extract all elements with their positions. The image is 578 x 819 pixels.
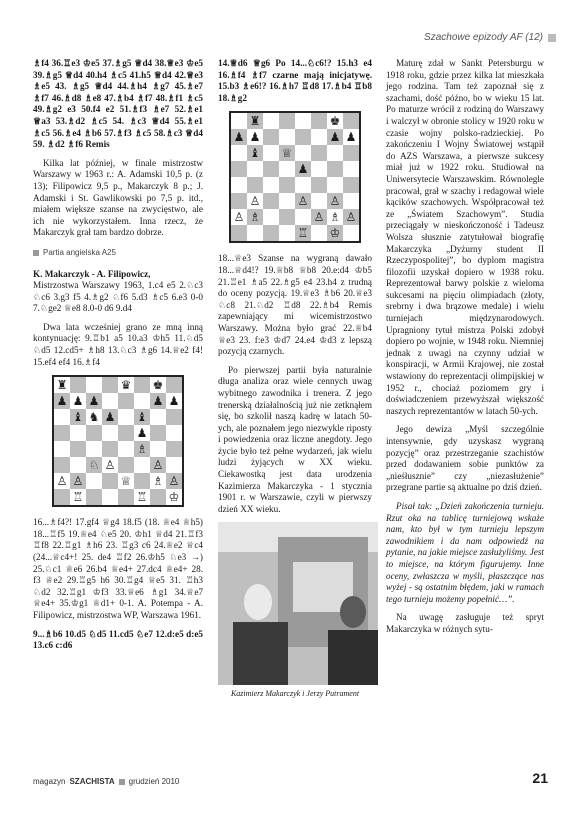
moves-intro: ♗f4 36.♖e3 ♔e5 37.♗g5 ♕d4 38.♕e3 ♔e5 39.♗g5 ♕d4 40.h4 ♗c5 41.h5 ♕d4 42.♕e3 ♗e5 43. ♗g5 ♕d4 44.♗h4 ♗g7 45.♗e7 ♗f7 46.♗d8 ♗e8 47.♗b4 ♗f7 48.♗f1 ♗c5 49.♗g2 e3 50.f4 e2 51.♗f3 ♗e7 52.♗e1 ♕a3 53.♗d2 ♗c5 54. ♗c3 ♕d4 55.♗e1 ♗c5 56.♗e4 ♗b6 57.♗f3 ♗c5 58.♗c3 ♕d4 59. ♗d2 ♗f6 Remis (33, 58, 203, 150)
paragraph: 18...♕e3 Szanse na wygraną dawało 18...♕d4!? 19.♕b8 ♕b8 20.e:d4 ♔b5 21.♖e1 ♗a5 22.♗g5 e4 23.h4 z trudną do oceny pozycją. 19.♕e3 ♗b6 20.♕e3 ♘c8 21.♘d2 ♖d8 22.♗b4 Remis zapewniający mi wicemistrzostwo Warszawy. Można było grać 22.♕b4 ♕e3 23. f:e3 ♔d7 24.e4 ♔d3 z lepszą pozycją czarnych. (218, 253, 372, 357)
opening-label: Partia angielska A25 (33, 247, 203, 259)
footer-name: SZACHISTA (69, 777, 115, 786)
page-footer (33, 777, 179, 786)
board-square: ♚ (327, 113, 343, 129)
board-square (263, 129, 279, 145)
board-square: ♘ (86, 457, 102, 473)
board-square (311, 161, 327, 177)
board-square: ♟ (86, 393, 102, 409)
board-square: ♝ (70, 409, 86, 425)
board-square (279, 177, 295, 193)
board-square (343, 193, 359, 209)
board-square: ♟ (54, 393, 70, 409)
board-square (54, 489, 70, 505)
board-square (231, 145, 247, 161)
board-square (118, 425, 134, 441)
board-square (231, 193, 247, 209)
chess-diagram-2 (229, 111, 361, 243)
column-left (33, 58, 203, 659)
board-square (86, 377, 102, 393)
board-square (247, 225, 263, 241)
board-square (102, 489, 118, 505)
board-square (263, 177, 279, 193)
board-square (134, 393, 150, 409)
board-square (311, 145, 327, 161)
moves-end: 9...♗b6 10.d5 ♘d5 11.cd5 ♘e7 12.d:e5 d:e5 13.c6 c:d6 (33, 628, 203, 651)
board-square: ♕ (118, 473, 134, 489)
board-square: ♟ (343, 129, 359, 145)
board-square: ♟ (150, 393, 166, 409)
square-bullet-icon (119, 779, 125, 785)
board-square: ♖ (70, 489, 86, 505)
board-square (279, 129, 295, 145)
board-square (134, 457, 150, 473)
paragraph: Dwa lata wcześniej grano ze mną inną kontynuację: 9.♖b1 a5 10.a3 ♔h5 11.♘d5 ♘d5 12.cd5+ ♗h8 13.♘c3 ♗g6 14.♕e2 f4! 15.ef4 ef4 16.♗f4 (33, 321, 203, 367)
board-square (327, 145, 343, 161)
board-square (54, 425, 70, 441)
photo-makarczyk-putrament (218, 522, 378, 685)
board-square (134, 377, 150, 393)
board-square (263, 193, 279, 209)
board-square (70, 377, 86, 393)
square-bullet-icon (548, 34, 556, 42)
paragraph: Jego dewiza „Myśl szczególnie intensywnie, gdy uzyskasz wygraną pozycję” oraz przestrzeganie szachistów przed dodawaniem sobie punktów za „nieśłusznie” czy „niezasłużenie” przegrane partie są aktualne po dziś dzień. (386, 424, 544, 493)
board-square (343, 145, 359, 161)
board-square: ♝ (247, 145, 263, 161)
board-square (118, 489, 134, 505)
board-square: ♙ (343, 209, 359, 225)
board-square (247, 161, 263, 177)
board-square (343, 113, 359, 129)
board-square (327, 161, 343, 177)
moves-top: 14.♕d6 ♕g6 Po 14...♘c6!? 15.h3 e4 16.♗f4 ♗f7 czarne mają inicjatywę. 15.b3 ♗e6!? 16.♗h7 ♖d8 17.♗b4 ♖b8 18.♗g2 (218, 58, 372, 103)
board-square (343, 225, 359, 241)
board-square: ♟ (247, 129, 263, 145)
board-square: ♛ (118, 377, 134, 393)
board-square (295, 129, 311, 145)
board-square: ♙ (295, 193, 311, 209)
board-square (231, 177, 247, 193)
footer-magazine: magazyn (33, 777, 66, 786)
board-square: ♝ (134, 409, 150, 425)
board-square (263, 145, 279, 161)
board-square (54, 409, 70, 425)
board-square: ♟ (134, 425, 150, 441)
board-square (86, 489, 102, 505)
board-square (263, 225, 279, 241)
board-square: ♗ (327, 209, 343, 225)
board-square (311, 129, 327, 145)
board-square (166, 425, 182, 441)
board-square (70, 425, 86, 441)
board-square (150, 489, 166, 505)
board-square: ♖ (134, 489, 150, 505)
paragraph: 16...♗f4?! 17.gf4 ♕g4 18.f5 (18. ♕e4 ♕h5) 18...♖f5 19.♕e4 ♘e5 20. ♔h1 ♕d4 21.♖f3 ♖f8 22.♖g1 ♗h6 23. ♖g3 c6 24.♕e2 ♕c4 (24...♕c4+! 25. de4 ♖f2 26.♔h5 ♘e3 →) 25.♘c1 ♕e6 26.b4 ♕e4+ 27.dc4 ♕e4+ 28. f3 ♕e2 29.♖g5 h6 30.♖g4 ♕e5 31. ♖h3 ♘d2 32.♖g1 ♔f3 33.♕e6 ♗g1 34.♕e7 ♕e4+ 35.♔g1 ♕d1+ 0-1. A. Potempa - A. Filipowicz, mistrzostwa WP, Warszawa 1961. (33, 517, 203, 620)
board-square (166, 409, 182, 425)
board-square (70, 457, 86, 473)
board-square: ♚ (150, 377, 166, 393)
board-square (118, 409, 134, 425)
board-square (102, 393, 118, 409)
board-square (247, 177, 263, 193)
board-square: ♟ (102, 409, 118, 425)
board-square (295, 145, 311, 161)
board-square: ♜ (54, 377, 70, 393)
board-square (295, 209, 311, 225)
board-square: ♙ (102, 457, 118, 473)
column-right (386, 58, 544, 643)
board-square (102, 473, 118, 489)
board-square: ♙ (247, 193, 263, 209)
board-square (150, 409, 166, 425)
board-square (118, 441, 134, 457)
game-header-moves: Mistrzostwa Warszawy 1963, 1.c4 e5 2.♘c3 ♘c6 3.g3 f5 4.♗g2 ♘f6 5.d3 ♗c5 6.e3 0-0 7.♘ge2 ♕e8 8.0-0 d6 9.d4 (33, 280, 203, 314)
board-square (279, 193, 295, 209)
board-square: ♜ (247, 113, 263, 129)
board-square: ♙ (150, 457, 166, 473)
square-bullet-icon (33, 250, 39, 256)
board-square (54, 457, 70, 473)
chess-diagram-1 (52, 375, 184, 507)
board-square (118, 457, 134, 473)
board-square (263, 113, 279, 129)
board-square (54, 441, 70, 457)
board-square: ♗ (134, 441, 150, 457)
board-square: ♟ (166, 393, 182, 409)
board-square (263, 209, 279, 225)
board-square (102, 441, 118, 457)
board-square: ♗ (247, 209, 263, 225)
paragraph: Na uwagę zasługuje też spryt Makarczyka w różnych sytu- (386, 612, 544, 634)
board-square (102, 425, 118, 441)
board-square (295, 113, 311, 129)
photo-image (218, 522, 378, 685)
board-square (231, 161, 247, 177)
board-square (279, 225, 295, 241)
board-square (311, 193, 327, 209)
board-square (263, 161, 279, 177)
header-title: Szachowe epizody AF (12) (424, 32, 543, 43)
board-square (166, 457, 182, 473)
board-square: ♙ (231, 209, 247, 225)
board-square: ♙ (166, 473, 182, 489)
board-square (231, 113, 247, 129)
board-square (327, 177, 343, 193)
board-square: ♟ (295, 161, 311, 177)
board-square: ♖ (295, 225, 311, 241)
game-header: K. Makarczyk - A. Filipowicz, (33, 268, 151, 279)
board-square: ♕ (279, 145, 295, 161)
board-square: ♙ (327, 193, 343, 209)
board-square (166, 377, 182, 393)
board-square: ♔ (166, 489, 182, 505)
column-middle (218, 58, 372, 706)
board-square (86, 473, 102, 489)
paragraph: Maturę zdał w Sankt Petersburgu w 1918 roku, gdzie przez kilka lat mieszkała jego rodzina. Tam też zapoznał się z szachami, dość późno, bo w wieku 15 lat. Po maturze wrócił z rodziną do Warszawy i walczył w obronie stolicy w 1920 roku w czasie wojny polsko-radzieckiej. Po zakończeniu I Wojny Światowej wstąpił do AZS Warszawa, a pierwsze sukcesy miał już w 1922 roku. Studiował na Uniwersytecie Warszawskim. Równolegle pracował, grał w szachy i redagował wiele kącików szachowych. Współpracował też ze „Światem Szachowym”. Studia przeciągały w nieskończoność i Tadeusz Wolsza słusznie zatytułował biografię Makarczyka „Dyżurny student II Rzeczypospolitej”, bo dyplom magistra filozofii uzyskał dopiero w 1938 roku. Reprezentował barwy polskie z wielomа sukcesami na pięciu olimpiadach (złoty, srebrny i dwa brązowe medale) i wielu turniejach międzynarodowych. Upragniony tytuł mistrza Polski zdobył dopiero po wojnie, w 1948 roku. Niemniej jednak z uwagi na czynny udział w konspiracji, w Armii Krajowej, nie został wstawiony do reprezentacji olimpijskiej w 1952 r., chociaż poziomem gry i doświadczeniem przewyższał większość naszych reprezentantów w latach 50-ych. (386, 58, 544, 416)
board-square (102, 377, 118, 393)
board-square (311, 177, 327, 193)
board-square (231, 225, 247, 241)
board-square (166, 441, 182, 457)
paragraph: Kilka lat później, w finale mistrzostw Warszawy w 1963 r.: A. Adamski 10,5 p. (z 13); Filipowicz 9,5 p., Makarczyk 8 p.; J. Adamski i St. Gawlikowski po 7,5 p. itd., miałem większe szanse na zwycięstwo, ale ich nie wykorzystałem. Inna rzecz, że Makarczyk grał tam bardzo dobrze. (33, 157, 203, 238)
page-header (424, 32, 556, 43)
board-square: ♙ (54, 473, 70, 489)
board-square (343, 161, 359, 177)
page-number: 21 (532, 770, 548, 786)
board-square (134, 473, 150, 489)
board-square: ♟ (231, 129, 247, 145)
board-square (279, 113, 295, 129)
board-square (86, 441, 102, 457)
board-square (295, 177, 311, 193)
board-square (279, 209, 295, 225)
board-square: ♔ (327, 225, 343, 241)
board-square: ♞ (86, 409, 102, 425)
paragraph-quote: Pisał tak: „Dzień zakończenia turnieju. Rzut oka na tablicę turniejową wskaże nam, kto był w tym turnieju lepszym zawodnikiem i da nam odpowiedź na pytanie, na jakie miejsce zasłużyliśmy. Jest to miejsce, na którym figurujemy. Inne oceny, zwłaszcza w myśli, płaszczące nas wyżej - są ostatnim błędem, jaki w ramach tego turnieju możemy popełnić…”. (386, 500, 544, 604)
board-square (150, 425, 166, 441)
board-square (279, 161, 295, 177)
board-square (70, 441, 86, 457)
photo-caption: Kazimierz Makarczyk i Jerzy Putrament (230, 689, 360, 699)
board-square (118, 393, 134, 409)
board-square (311, 225, 327, 241)
board-square: ♟ (70, 393, 86, 409)
board-square (86, 425, 102, 441)
paragraph: Po pierwszej partii była naturalnie długa analiza oraz wiele cennych uwag wybitnego zawodnika i trenera. Z jego trenerską działalnością już nie zetknąłem się, bo szkolił naszą kadrę w latach 50-ych, ale poznałem jego niezwykle riposty i powiedzenia oraz liczne anegdoty. Jego życie było też pełne wydarzeń, jak wielu ludzi żyjących w XX wieku. Ciekawostką jest data urodzenia Kazimierza Makarczyka - 1 stycznia 1901 r. w Warszawie, czyli w pierwszy dzień XX wieku. (218, 364, 372, 514)
board-square (311, 113, 327, 129)
board-square: ♗ (150, 473, 166, 489)
footer-date: grudzień 2010 (128, 777, 180, 786)
board-square: ♙ (70, 473, 86, 489)
board-square: ♟ (327, 129, 343, 145)
board-square: ♙ (311, 209, 327, 225)
board-square (150, 441, 166, 457)
board-square (343, 177, 359, 193)
